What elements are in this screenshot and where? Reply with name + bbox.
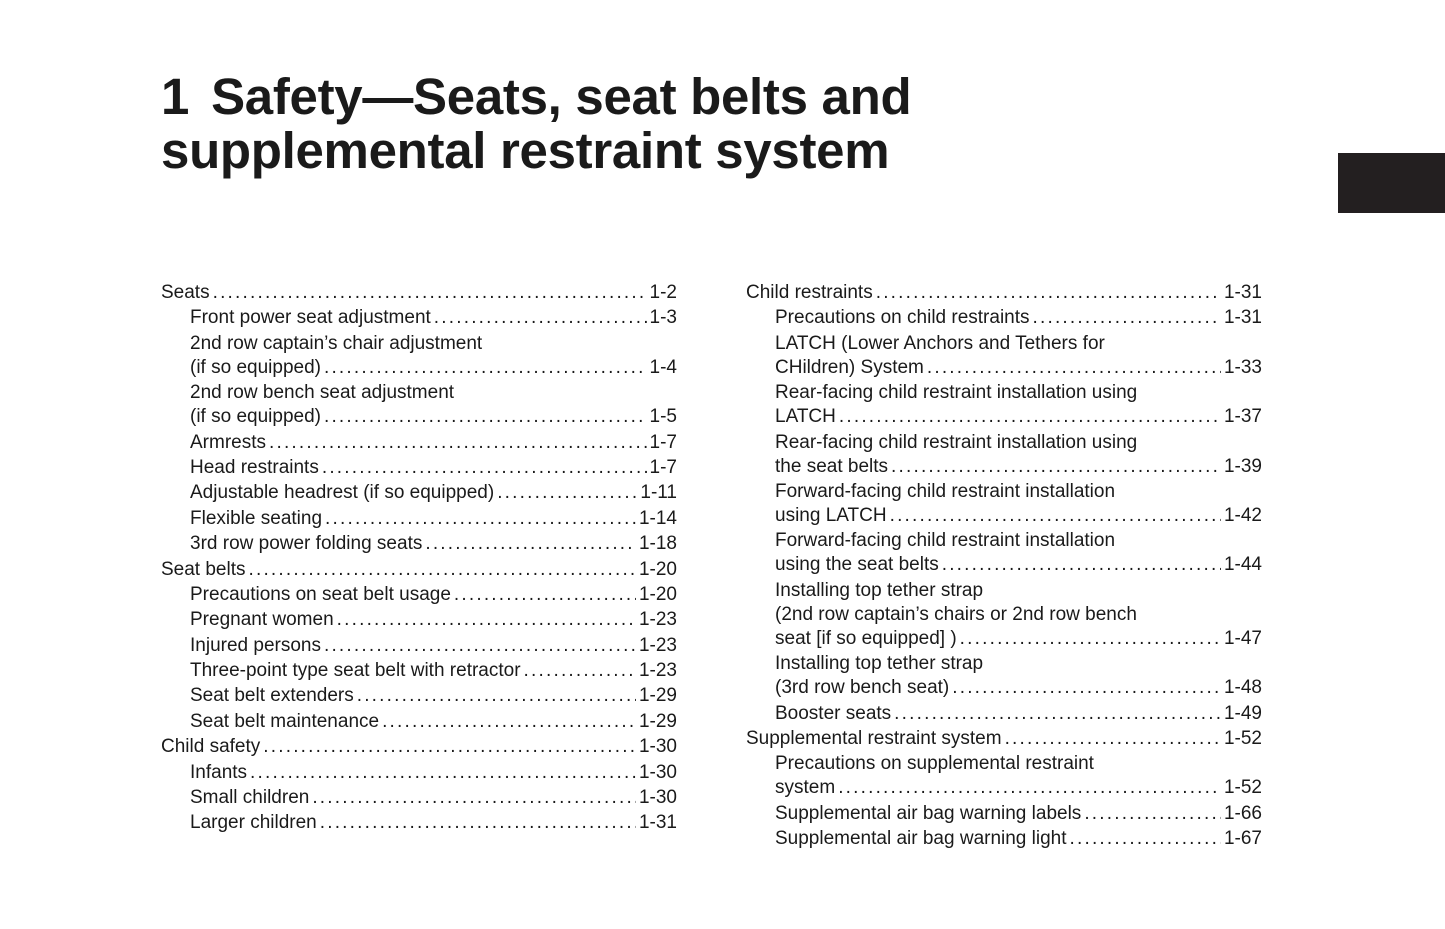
toc-page-number: 1-29: [638, 710, 677, 732]
toc-entry-title: Supplemental restraint system: [746, 727, 1002, 749]
toc-subsection-entry[interactable]: [746, 480, 1262, 528]
toc-entry-title: Seats: [161, 282, 210, 303]
toc-entry-line: [161, 558, 677, 582]
toc-entry-title: Armrests: [190, 431, 266, 453]
toc-section-entry[interactable]: [161, 281, 677, 305]
toc-entry-title: Child restraints: [746, 282, 873, 303]
dot-leader: [357, 684, 636, 708]
dot-leader: [320, 811, 636, 835]
toc-entry-text-line: 2nd row captain’s chair adjustment: [190, 332, 483, 354]
toc-page-number: 1-52: [1223, 727, 1262, 749]
toc-subsection-entry[interactable]: [161, 332, 677, 380]
toc-entry-line: [775, 776, 1262, 800]
dot-leader: [425, 532, 636, 556]
dot-leader: [524, 659, 636, 683]
dot-leader: [839, 405, 1221, 429]
toc-entry-line: [190, 507, 677, 531]
dot-leader: [890, 504, 1221, 528]
dot-leader: [337, 608, 636, 632]
dot-leader: [838, 776, 1221, 800]
toc-entry-line: [190, 684, 677, 708]
toc-entry-title: Pregnant women: [190, 609, 334, 631]
toc-page-number: 1-4: [649, 356, 677, 378]
chapter-title: [161, 70, 1061, 178]
chapter-title-line-1: [161, 70, 1061, 124]
toc-entry-line: [190, 811, 677, 835]
toc-page-number: 1-30: [638, 787, 677, 809]
toc-section-entry[interactable]: [161, 558, 677, 582]
dot-leader: [1070, 827, 1221, 851]
dot-leader: [213, 281, 647, 305]
toc-entry-line: [775, 802, 1262, 826]
toc-entry-title: using the seat belts: [775, 554, 939, 576]
toc-page-number: 1-39: [1223, 455, 1262, 477]
toc-subsection-entry[interactable]: [161, 306, 677, 330]
toc-entry-line: [190, 481, 677, 505]
toc-entry-title: Flexible seating: [190, 507, 323, 529]
toc-page-number: 1-67: [1223, 828, 1262, 850]
toc-section-entry[interactable]: [161, 735, 677, 759]
toc-entry-line: [775, 702, 1262, 726]
toc-entry-line: [775, 306, 1262, 330]
toc-entry-line: [775, 676, 1262, 700]
dot-leader: [894, 702, 1221, 726]
toc-entry-line: [190, 710, 677, 734]
toc-subsection-entry[interactable]: [161, 507, 677, 531]
toc-entry-title: system: [775, 777, 836, 799]
toc-page-number: 1-66: [1223, 802, 1262, 824]
dot-leader: [249, 558, 636, 582]
toc-entry-line: [190, 405, 677, 429]
toc-page-number: 1-23: [638, 634, 677, 656]
dot-leader: [891, 455, 1221, 479]
dot-leader: [960, 627, 1221, 651]
toc-entry-line: [775, 405, 1262, 429]
toc-subsection-entry[interactable]: [161, 583, 677, 607]
toc-entry-line: [190, 608, 677, 632]
toc-entry-line: [190, 634, 677, 658]
dot-leader: [250, 761, 636, 785]
toc-page-number: 1-37: [1223, 406, 1262, 428]
toc-entry-title: using LATCH: [775, 504, 887, 526]
toc-entry-line: [190, 659, 677, 683]
toc-entry-title: Small children: [190, 787, 310, 809]
toc-page-number: 1-2: [649, 282, 677, 303]
dot-leader: [325, 507, 636, 531]
toc-entry-line: [775, 455, 1262, 479]
toc-page-number: 1-30: [638, 761, 677, 783]
dot-leader: [927, 356, 1221, 380]
toc-entry-title: Child safety: [161, 736, 261, 758]
toc-entry-line: [775, 627, 1262, 651]
toc-entry-title: Seat belts: [161, 558, 246, 580]
toc-page-number: 1-31: [1223, 307, 1262, 329]
toc-page-number: 1-3: [649, 307, 677, 329]
dot-leader: [269, 431, 647, 455]
toc-entry-text-line: Forward-facing child restraint installation: [775, 530, 1116, 552]
dot-leader: [434, 306, 647, 330]
toc-subsection-entry[interactable]: [746, 652, 1262, 700]
toc-entry-title: the seat belts: [775, 455, 889, 477]
toc-subsection-entry[interactable]: [161, 532, 677, 556]
toc-subsection-entry[interactable]: [161, 608, 677, 632]
toc-subsection-entry[interactable]: [161, 710, 677, 734]
toc-page-number: 1-11: [640, 482, 677, 504]
toc-entry-title: Infants: [190, 761, 248, 783]
toc-entry-title: (3rd row bench seat): [775, 677, 950, 699]
toc-subsection-entry[interactable]: [746, 306, 1262, 330]
dot-leader: [312, 786, 636, 810]
dot-leader: [942, 553, 1221, 577]
toc-subsection-entry[interactable]: [161, 659, 677, 683]
toc-entry-text-line: Installing top tether strap: [775, 653, 984, 675]
toc-entry-line: [190, 583, 677, 607]
toc-subsection-entry[interactable]: [161, 381, 677, 429]
toc-page-number: 1-14: [638, 507, 677, 529]
toc-page-number: 1-7: [649, 431, 677, 453]
toc-entry-title: Larger children: [190, 812, 317, 834]
dot-leader: [1084, 802, 1221, 826]
toc-subsection-entry[interactable]: [161, 481, 677, 505]
chapter-title-text-1: Safety—Seats, seat belts and: [211, 68, 912, 125]
toc-subsection-entry[interactable]: [161, 684, 677, 708]
toc-page-number: 1-44: [1223, 554, 1262, 576]
toc-subsection-entry[interactable]: [746, 332, 1262, 380]
toc-entry-title: Injured persons: [190, 634, 321, 656]
toc-page-number: 1-49: [1223, 702, 1262, 724]
toc-page-number: 1-31: [638, 812, 677, 834]
dot-leader: [322, 456, 647, 480]
toc-entry-title: Front power seat adjustment: [190, 307, 431, 329]
toc-page-number: 1-5: [649, 406, 677, 428]
toc-page-number: 1-47: [1223, 627, 1262, 649]
toc-entry-title: Seat belt extenders: [190, 685, 354, 707]
toc-entry-line: [190, 456, 677, 480]
toc-entry-line: [190, 356, 677, 380]
toc-entry-title: Supplemental air bag warning labels: [775, 802, 1082, 824]
toc-entry-line: [746, 727, 1262, 751]
toc-entry-line: [190, 786, 677, 810]
dot-leader: [497, 481, 637, 505]
toc-entry-title: seat [if so equipped] ): [775, 627, 957, 649]
toc-entry-line: [775, 356, 1262, 380]
toc-entry-line: [775, 553, 1262, 577]
toc-entry-text-line: LATCH (Lower Anchors and Tethers for: [775, 332, 1105, 354]
toc-page-number: 1-23: [638, 609, 677, 631]
toc-entry-line: [190, 532, 677, 556]
dot-leader: [324, 634, 636, 658]
toc-entry-title: Precautions on seat belt usage: [190, 583, 451, 605]
toc-entry-text-line: Precautions on supplemental restraint: [775, 753, 1094, 775]
toc-entry-line: [190, 431, 677, 455]
toc-entry-text-line: Rear-facing child restraint installation using: [775, 431, 1138, 453]
toc-page-number: 1-18: [638, 533, 677, 555]
toc-entry-line: [161, 281, 677, 305]
toc-entry-text-line: Rear-facing child restraint installation using: [775, 382, 1138, 404]
toc-page-number: 1-23: [638, 660, 677, 682]
toc-entry-line: [775, 827, 1262, 851]
toc-section-entry[interactable]: [746, 281, 1262, 305]
toc-subsection-entry[interactable]: [746, 431, 1262, 479]
toc-entry-title: 3rd row power folding seats: [190, 533, 423, 555]
toc-entry-text-line: Forward-facing child restraint installation: [775, 480, 1116, 502]
dot-leader: [952, 676, 1221, 700]
toc-subsection-entry[interactable]: [746, 579, 1262, 651]
toc-page-number: 1-20: [638, 583, 677, 605]
toc-page-number: 1-30: [638, 736, 677, 758]
toc-page-number: 1-29: [638, 685, 677, 707]
dot-leader: [1005, 727, 1221, 751]
dot-leader: [454, 583, 636, 607]
toc-entry-title: (if so equipped): [190, 406, 321, 428]
toc-subsection-entry[interactable]: [746, 802, 1262, 826]
toc-subsection-entry[interactable]: [161, 811, 677, 835]
toc-entry-title: CHildren) System: [775, 356, 924, 378]
toc-subsection-entry[interactable]: [746, 752, 1262, 800]
toc-page-number: 1-33: [1223, 356, 1262, 378]
toc-entry-line: [746, 281, 1262, 305]
dot-leader: [324, 356, 647, 380]
chapter-title-line-2: supplemental restraint system: [161, 122, 890, 179]
toc-subsection-entry[interactable]: [746, 529, 1262, 577]
toc-entry-text-line: Installing top tether strap: [775, 579, 984, 601]
toc-entry-text-line: 2nd row bench seat adjustment: [190, 382, 455, 404]
toc-entry-title: (if so equipped): [190, 356, 321, 378]
toc-subsection-entry[interactable]: [161, 431, 677, 455]
toc-page-number: 1-48: [1223, 677, 1262, 699]
toc-subsection-entry[interactable]: [161, 761, 677, 785]
toc-subsection-entry[interactable]: [746, 827, 1262, 851]
toc-entry-title: Three-point type seat belt with retractor: [190, 660, 521, 682]
toc-page-number: 1-42: [1223, 504, 1262, 526]
dot-leader: [1033, 306, 1221, 330]
toc-page-number: 1-31: [1223, 282, 1262, 303]
toc-subsection-entry[interactable]: [161, 456, 677, 480]
toc-entry-text-line: (2nd row captain’s chairs or 2nd row bench: [775, 603, 1137, 625]
toc-entry-title: Booster seats: [775, 702, 892, 724]
dot-leader: [876, 281, 1221, 305]
toc-column-right: [746, 281, 1262, 852]
toc-page-number: 1-52: [1223, 777, 1262, 799]
toc-entry-title: LATCH: [775, 406, 836, 428]
dot-leader: [324, 405, 647, 429]
toc-entry-title: Precautions on child restraints: [775, 307, 1030, 329]
toc-subsection-entry[interactable]: [746, 702, 1262, 726]
toc-column-left: [161, 281, 677, 837]
toc-section-entry[interactable]: [746, 727, 1262, 751]
toc-entry-line: [190, 761, 677, 785]
dot-leader: [382, 710, 636, 734]
dot-leader: [263, 735, 636, 759]
chapter-thumb-tab: [1338, 153, 1445, 213]
toc-entry-line: [190, 306, 677, 330]
toc-entry-title: Supplemental air bag warning light: [775, 828, 1067, 850]
toc-entry-title: Seat belt maintenance: [190, 710, 380, 732]
toc-page-number: 1-7: [649, 456, 677, 478]
toc-page-number: 1-20: [638, 558, 677, 580]
toc-subsection-entry[interactable]: [161, 634, 677, 658]
toc-entry-title: Head restraints: [190, 456, 319, 478]
toc-entry-line: [161, 735, 677, 759]
toc-entry-line: [775, 504, 1262, 528]
toc-entry-title: Adjustable headrest (if so equipped): [190, 482, 495, 504]
toc-subsection-entry[interactable]: [746, 381, 1262, 429]
toc-subsection-entry[interactable]: [161, 786, 677, 810]
chapter-number: 1: [161, 68, 190, 125]
